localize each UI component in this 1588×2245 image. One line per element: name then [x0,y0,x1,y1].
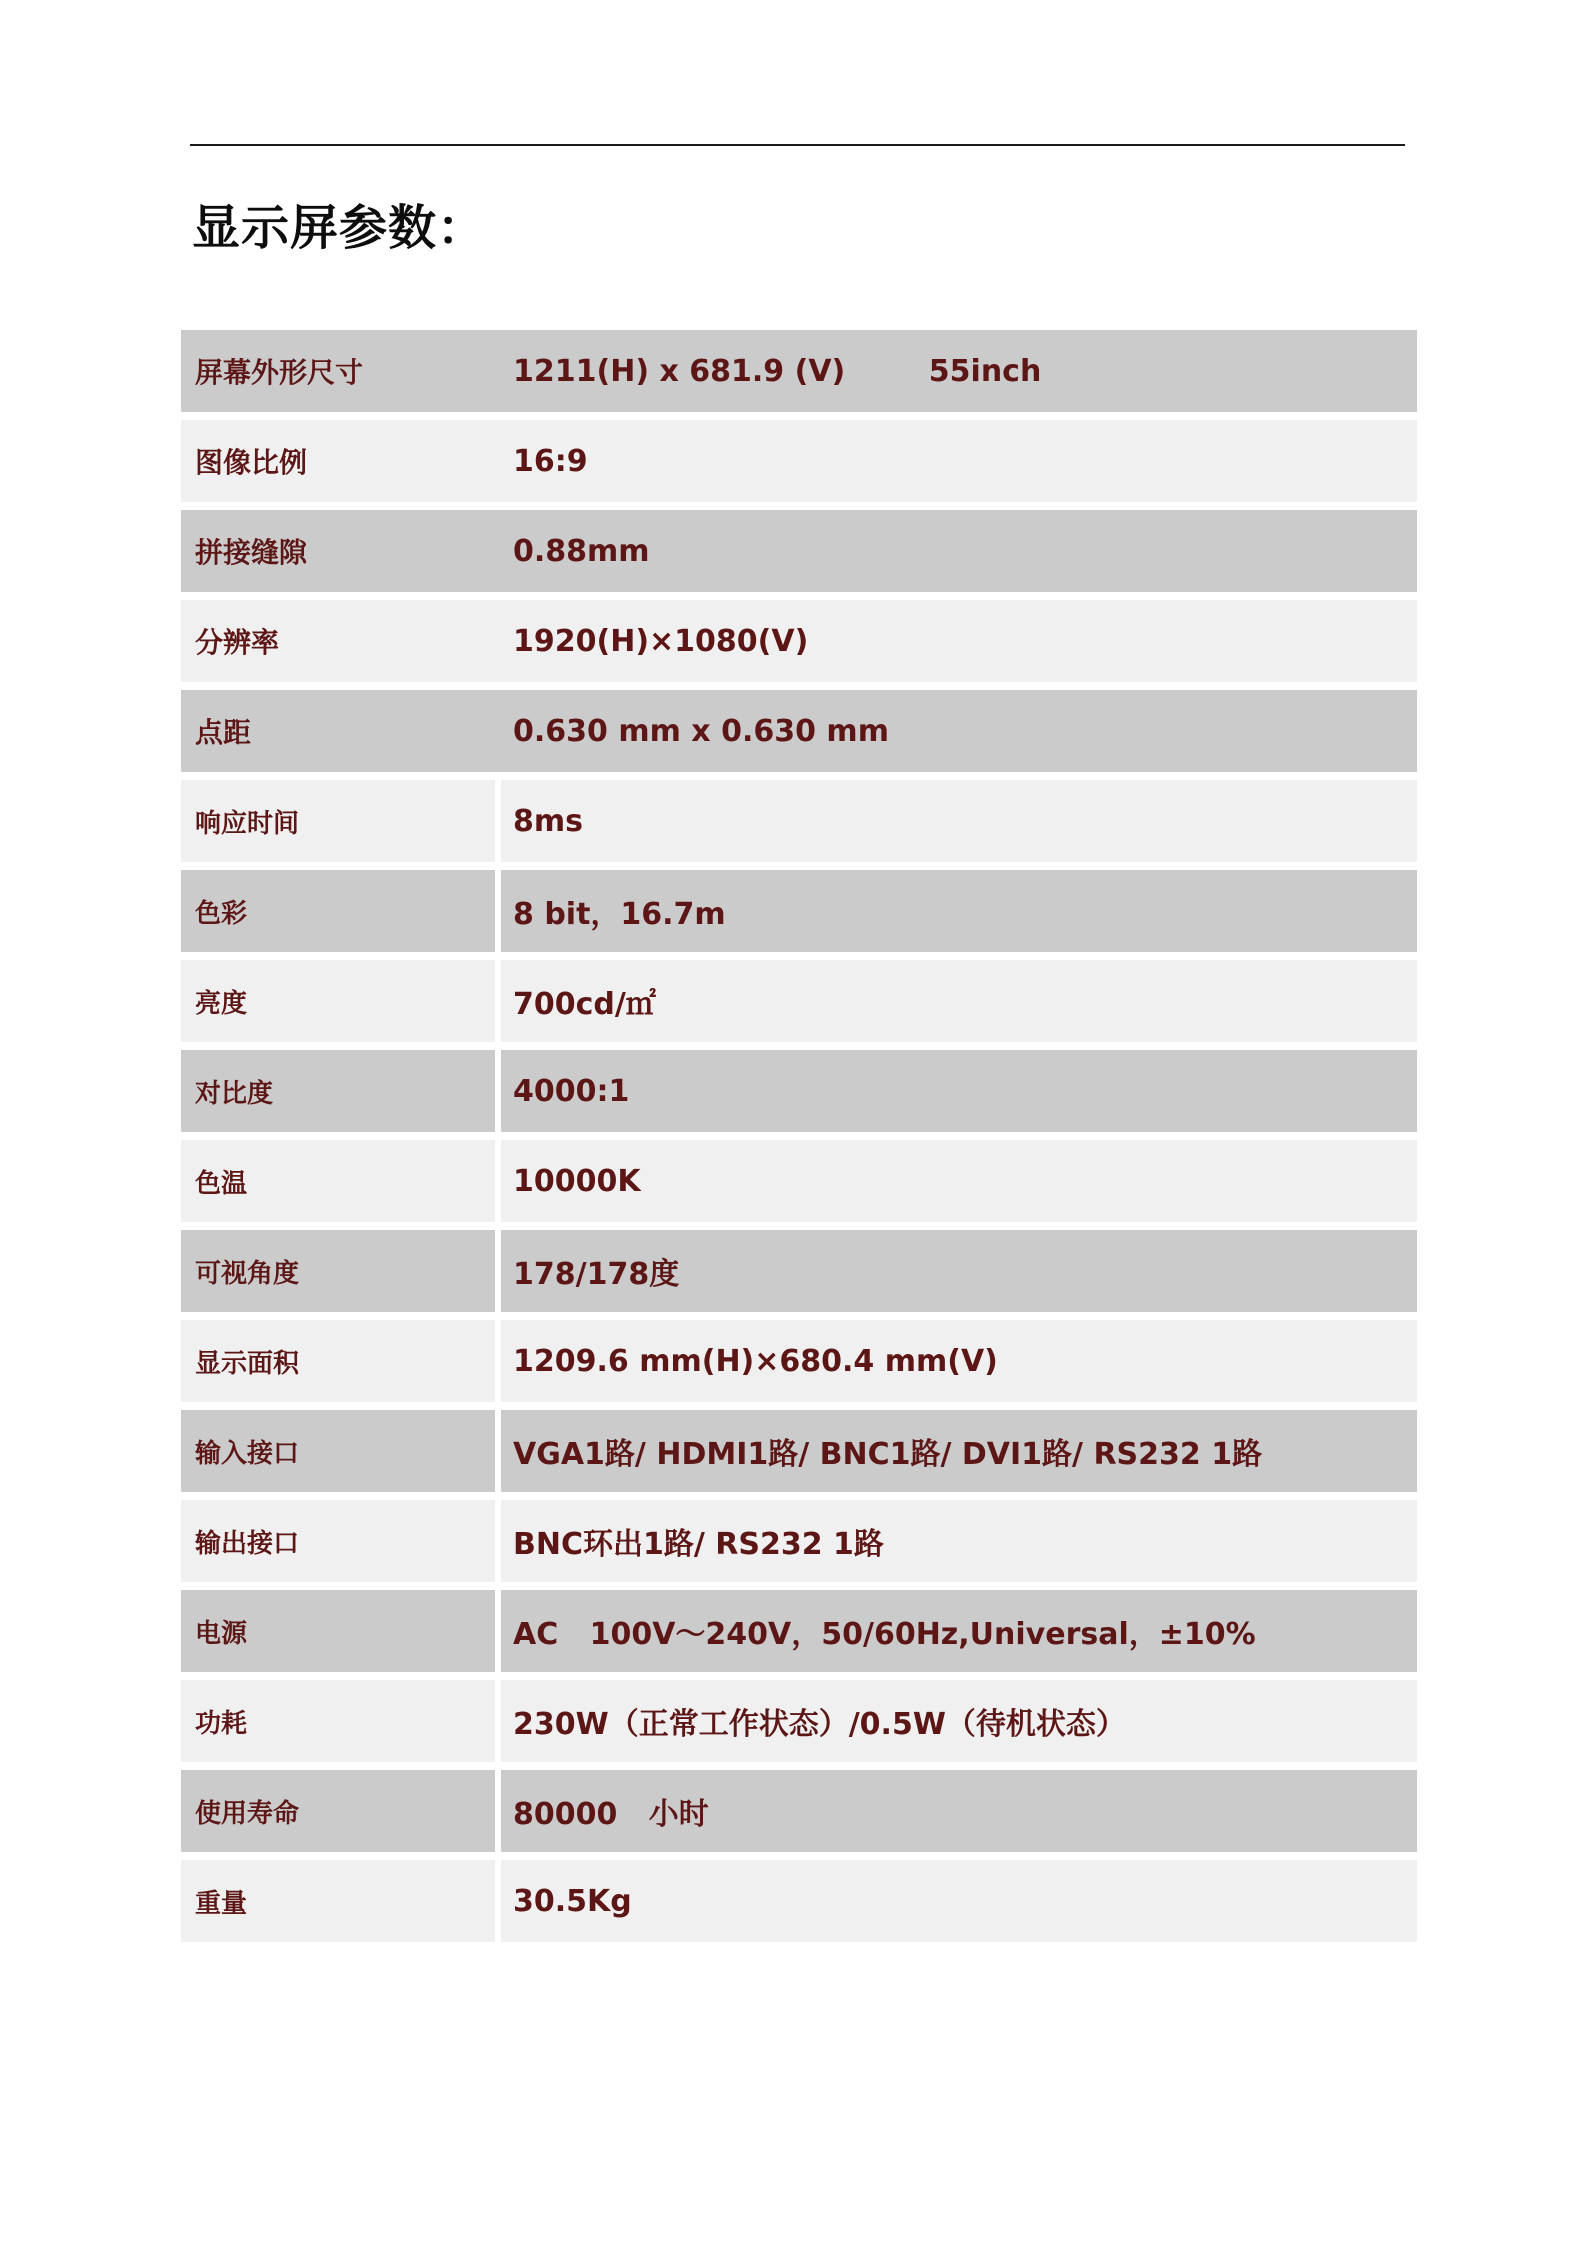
spec-row-aspect-ratio [181,420,1417,502]
spec-value: 700cd/㎡ [501,960,1417,1042]
spec-value: BNC环出1路/ RS232 1路 [501,1500,1417,1582]
spec-value: 4000:1 [501,1050,1417,1132]
spec-value: 8ms [501,780,1417,862]
spec-label: 亮度 [181,960,495,1042]
spec-value: 10000K [501,1140,1417,1222]
spec-row-power-consumption [181,1680,1417,1762]
spec-value: VGA1路/ HDMI1路/ BNC1路/ DVI1路/ RS232 1路 [501,1410,1417,1492]
spec-row-screen-size [181,330,1417,412]
spec-label: 使用寿命 [181,1770,495,1852]
spec-row-resolution [181,600,1417,682]
spec-label: 可视角度 [181,1230,495,1312]
spec-row-contrast [181,1050,1417,1132]
spec-label: 点距 [181,690,495,772]
spec-row-input-ports [181,1410,1417,1492]
spec-value: 0.630 mm x 0.630 mm [495,690,1417,772]
spec-row-brightness [181,960,1417,1042]
spec-row-pixel-pitch [181,690,1417,772]
spec-row-output-ports [181,1500,1417,1582]
spec-value: 16:9 [495,420,1417,502]
spec-label: 对比度 [181,1050,495,1132]
spec-label: 响应时间 [181,780,495,862]
spec-label: 色彩 [181,870,495,952]
spec-value: 8 bit，16.7m [501,870,1417,952]
page-title: 显示屏参数： [192,200,487,256]
spec-table [181,330,1417,1950]
spec-label: 重量 [181,1860,495,1942]
spec-row-color-depth [181,870,1417,952]
spec-label: 屏幕外形尺寸 [181,330,495,412]
spec-row-response-time [181,780,1417,862]
spec-label: 色温 [181,1140,495,1222]
spec-row-color-temperature [181,1140,1417,1222]
top-divider [190,144,1405,146]
spec-row-lifespan [181,1770,1417,1852]
spec-value: AC 100V～240V，50/60Hz,Universal，±10% [501,1590,1417,1672]
spec-label: 输出接口 [181,1500,495,1582]
spec-row-display-area [181,1320,1417,1402]
spec-value: 30.5Kg [501,1860,1417,1942]
spec-value: 1209.6 mm(H)×680.4 mm(V) [501,1320,1417,1402]
spec-row-weight [181,1860,1417,1942]
spec-label: 功耗 [181,1680,495,1762]
spec-row-power-supply [181,1590,1417,1672]
spec-value: 80000 小时 [501,1770,1417,1852]
spec-value: 1920(H)×1080(V) [495,600,1417,682]
spec-label: 图像比例 [181,420,495,502]
spec-value: 230W（正常工作状态）/0.5W（待机状态） [501,1680,1417,1762]
spec-label: 输入接口 [181,1410,495,1492]
spec-row-viewing-angle [181,1230,1417,1312]
spec-value: 178/178度 [501,1230,1417,1312]
spec-label: 显示面积 [181,1320,495,1402]
spec-row-bezel-gap [181,510,1417,592]
spec-label: 电源 [181,1590,495,1672]
spec-value: 1211(H) x 681.9 (V) 55inch [495,330,1417,412]
spec-value: 0.88mm [495,510,1417,592]
spec-label: 分辨率 [181,600,495,682]
spec-label: 拼接缝隙 [181,510,495,592]
